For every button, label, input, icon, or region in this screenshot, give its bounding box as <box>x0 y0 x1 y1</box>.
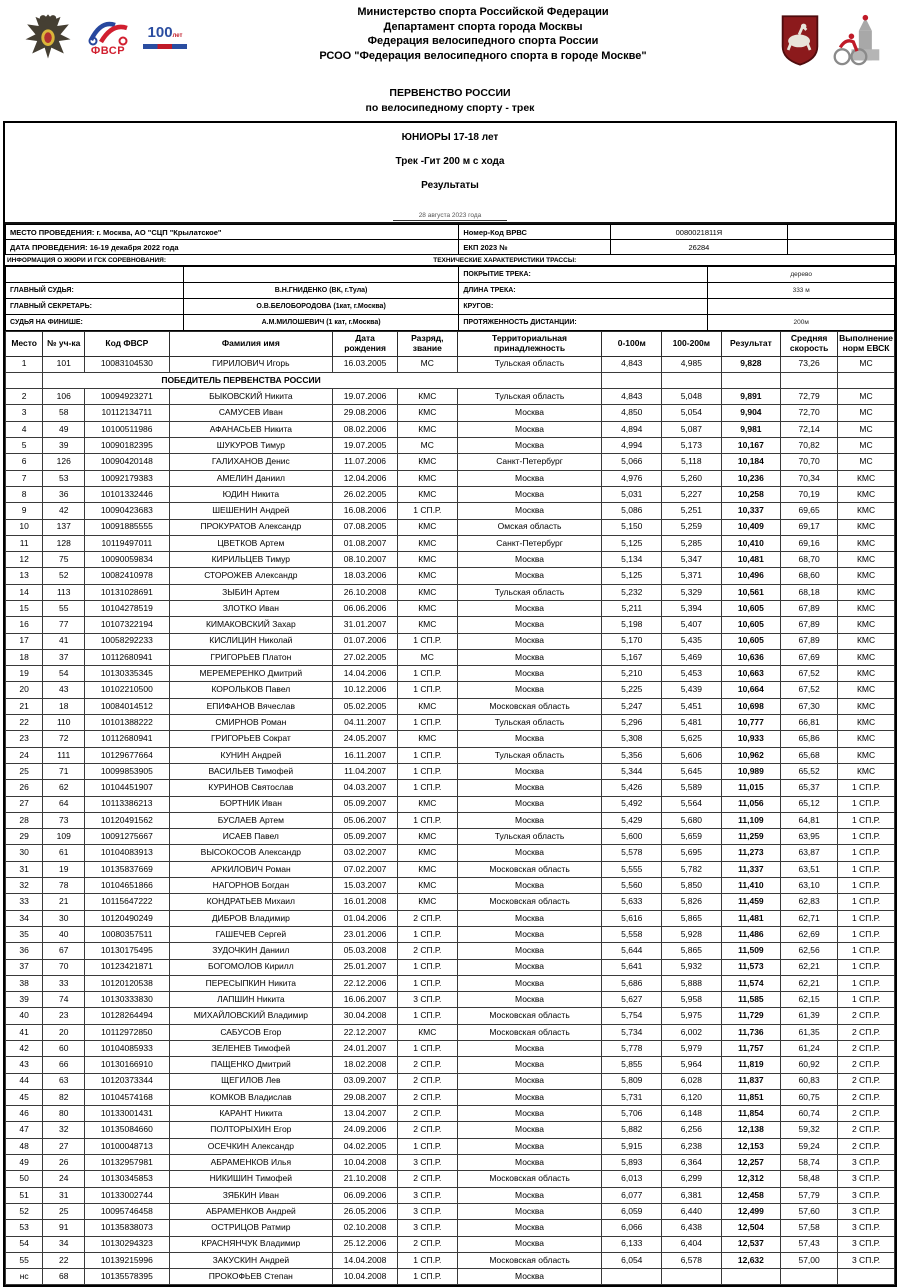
track-surface-label: ПОКРЫТИЕ ТРЕКА: <box>459 267 708 283</box>
discipline: Трек -Гит 200 м с хода <box>395 156 505 167</box>
chief-secretary-value: О.В.БЕЛОБОРОДОВА (1кат, г.Москва) <box>183 299 459 315</box>
table-row: 23 72 10112680941 ГРИГОРЬЕВ Сократ 24.05.2007 КМС Москва 5,308 5,625 10,933 65,86 КМС <box>6 731 895 747</box>
track-section-header: ТЕХНИЧЕСКИЕ ХАРАКТЕРИСТИКИ ТРАССЫ: <box>433 256 577 264</box>
table-row: 30 61 10104083913 ВЫСОКОСОВ Александр 03.02.2007 КМС Москва 5,578 5,695 11,273 63,87 1 СП.Р. <box>6 845 895 861</box>
table-row: 49 26 10132957981 АБРАМЕНКОВ Илья 10.04.2008 3 СП.Р. Москва 5,893 6,364 12,257 58,74 3 СП.Р. <box>6 1155 895 1171</box>
col-bib: № уч-ка <box>43 332 85 357</box>
ekp-code: 26284 <box>610 240 788 255</box>
table-row: 24 111 10129677664 КУНИН Андрей 16.11.2007 1 СП.Р. Тульская область 5,356 5,606 10,962 65,68 КМС <box>6 747 895 763</box>
table-row: 54 34 10130294323 КРАСНЯНЧУК Владимир 25.12.2006 2 СП.Р. Москва 6,133 6,404 12,537 57,43 3 СП.Р. <box>6 1236 895 1252</box>
age-category: ЮНИОРЫ 17-18 лет <box>401 132 499 143</box>
table-row: 34 30 10120490249 ДИБРОВ Владимир 01.04.2006 2 СП.Р. Москва 5,616 5,865 11,481 62,71 1 СП.Р. <box>6 910 895 926</box>
table-row: 2 106 10094923271 БЫКОВСКИЙ Никита 19.07.2006 КМС Тульская область 4,843 5,048 9,891 72,79 МС <box>6 389 895 405</box>
col-0-100: 0-100м <box>602 332 662 357</box>
org-line: Министерство спорта Российской Федерации <box>357 6 609 18</box>
table-row: 16 77 10107322194 КИМАКОВСКИЙ Захар 31.01.2007 КМС Москва 5,198 5,407 10,605 67,89 КМС <box>6 617 895 633</box>
date-cell <box>6 240 459 255</box>
table-row: 12 75 10090059834 КИРИЛЬЦЕВ Тимур 08.10.2007 КМС Москва 5,134 5,347 10,481 68,70 КМС <box>6 552 895 568</box>
table-row: 27 64 10113386213 БОРТНИК Иван 05.09.2007 КМС Москва 5,492 5,564 11,056 65,12 1 СП.Р. <box>6 796 895 812</box>
table-row: 15 55 10104278519 ЗЛОТКО Иван 06.06.2006 КМС Москва 5,211 5,394 10,605 67,89 КМС <box>6 600 895 616</box>
col-fvsr-code: Код ФВСР <box>85 332 169 357</box>
table-row: 38 33 10120120538 ПЕРЕСЫПКИН Никита 22.12.2006 1 СП.Р. Москва 5,686 5,888 11,574 62,21 1 СП.Р. <box>6 975 895 991</box>
table-row: 37 70 10123421871 БОГОМОЛОВ Кирилл 25.01.2007 1 СП.Р. Москва 5,641 5,932 11,573 62,21 1 СП.Р. <box>6 959 895 975</box>
100-years-logo <box>143 24 187 49</box>
table-row: 45 82 10104574168 КОМКОВ Владислав 29.08.2007 2 СП.Р. Москва 5,731 6,120 11,851 60,75 2 СП.Р. <box>6 1089 895 1105</box>
chief-judge-label: ГЛАВНЫЙ СУДЬЯ: <box>6 283 184 299</box>
right-logo-group <box>779 0 897 68</box>
col-place: Место <box>6 332 43 357</box>
table-row: 5 39 10090182395 ШУКУРОВ Тимур 19.07.2005 МС Москва 4,994 5,173 10,167 70,82 МС <box>6 438 895 454</box>
table-row: 11 128 10119497011 ЦВЕТКОВ Артем 01.08.2007 КМС Санкт-Петербург 5,125 5,285 10,410 69,16 КМС <box>6 535 895 551</box>
org-line: Федерация велосипедного спорта России <box>367 35 599 47</box>
distance-value: 200м <box>708 315 895 331</box>
track-length-value: 333 м <box>708 283 895 299</box>
event-meta-table <box>5 224 895 255</box>
col-100-200: 100-200м <box>662 332 722 357</box>
table-row: 13 52 10082410978 СТОРОЖЕВ Александр 18.03.2006 КМС Москва 5,125 5,371 10,496 68,60 КМС <box>6 568 895 584</box>
table-row: 26 62 10104451907 КУРИНОВ Святослав 04.03.2007 1 СП.Р. Москва 5,426 5,589 11,015 65,37 1 СП.Р. <box>6 780 895 796</box>
vrvs-code: 0080021811Я <box>610 225 788 240</box>
table-row: 14 113 10131028691 ЗЫБИН Артем 26.10.2008 КМС Тульская область 5,232 5,329 10,561 68,18 КМС <box>6 584 895 600</box>
table-row: 18 37 10112680941 ГРИГОРЬЕВ Платон 27.02.2005 МС Москва 5,167 5,469 10,636 67,69 КМС <box>6 649 895 665</box>
table-row: нс 68 10135578395 ПРОКОФЬЕВ Степан 10.04.2008 1 СП.Р. Москва <box>6 1269 895 1285</box>
protocol-date-row <box>5 204 895 224</box>
venue-cell <box>6 225 459 240</box>
protocol-date: 28 августа 2023 года <box>393 212 508 221</box>
moscow-coat-of-arms-icon <box>779 13 821 67</box>
100-years-ribbon <box>143 44 187 49</box>
moscow-cycling-federation-logo <box>831 12 883 68</box>
table-row: 44 63 10120373344 ЩЕГИЛОВ Лев 03.09.2007 2 СП.Р. Москва 5,809 6,028 11,837 60,83 2 СП.Р. <box>6 1073 895 1089</box>
event-block <box>5 123 895 191</box>
table-row: 6 126 10090420148 ГАЛИХАНОВ Денис 11.07.2006 КМС Санкт-Петербург 5,066 5,118 10,184 70,70 МС <box>6 454 895 470</box>
table-row: 53 91 10135838073 ОСТРИЦОВ Ратмир 02.10.2008 3 СП.Р. Москва 6,066 6,438 12,504 57,58 3 СП.Р. <box>6 1220 895 1236</box>
table-row: 52 25 10095746458 АБРАМЕНКОВ Андрей 26.05.2006 3 СП.Р. Москва 6,059 6,440 12,499 57,60 3 СП.Р. <box>6 1203 895 1219</box>
col-rank: Разряд, звание <box>398 332 458 357</box>
table-row: 42 60 10104085933 ЗЕЛЕНЕВ Тимофей 24.01.2007 1 СП.Р. Москва 5,778 5,979 11,757 61,24 2 СП.Р. <box>6 1041 895 1057</box>
table-row: 10 137 10091885555 ПРОКУРАТОВ Александр 07.08.2005 КМС Омская область 5,150 5,259 10,409 69,17 КМС <box>6 519 895 535</box>
table-row: 20 43 10102210500 КОРОЛЬКОВ Павел 10.12.2006 1 СП.Р. Москва 5,225 5,439 10,664 67,52 КМС <box>6 682 895 698</box>
laps-value <box>708 299 895 315</box>
ekp-label: ЕКП 2023 № <box>459 240 610 255</box>
table-row: 47 32 10135084660 ПОЛТОРЫХИН Егор 24.09.2006 2 СП.Р. Москва 5,882 6,256 12,138 59,32 2 СП.Р. <box>6 1122 895 1138</box>
fvsr-logo <box>85 16 131 56</box>
results-box <box>3 121 897 1287</box>
table-row: 51 31 10133002744 ЗЯБКИН Иван 06.09.2006 3 СП.Р. Москва 6,077 6,381 12,458 57,79 3 СП.Р. <box>6 1187 895 1203</box>
finish-judge-label: СУДЬЯ НА ФИНИШЕ: <box>6 315 184 331</box>
results-table-body <box>6 356 895 1285</box>
col-avg-speed: Средняя скорость <box>781 332 838 357</box>
track-length-label: ДЛИНА ТРЕКА: <box>459 283 708 299</box>
left-logo-group <box>3 0 187 64</box>
table-row: 32 78 10104651866 НАГОРНОВ Богдан 15.03.2007 КМС Москва 5,560 5,850 11,410 63,10 1 СП.Р. <box>6 878 895 894</box>
track-surface-value: дерево <box>708 267 895 283</box>
title-line-2: по велосипедному спорту - трек <box>365 102 535 114</box>
table-row: 55 22 10139215996 ЗАКУСКИН Андрей 14.04.2008 1 СП.Р. Московская область 6,054 6,578 12,632 57,00 3 СП.Р. <box>6 1252 895 1268</box>
jury-section-header: ИНФОРМАЦИЯ О ЖЮРИ И ГСК СОРЕВНОВАНИЯ: <box>7 256 166 264</box>
venue-value: г. Москва, АО "СЦП "Крылатское" <box>96 227 222 237</box>
table-row: 28 73 10120491562 БУСЛАЕВ Артем 05.06.2007 1 СП.Р. Москва 5,429 5,680 11,109 64,81 1 СП.Р. <box>6 812 895 828</box>
table-row: 35 40 10080357511 ГАШЕЧЕВ Сергей 23.01.2006 1 СП.Р. Москва 5,558 5,928 11,486 62,69 1 СП.Р. <box>6 926 895 942</box>
table-row: 40 23 10128264494 МИХАЙЛОВСКИЙ Владимир 30.04.2008 1 СП.Р. Московская область 5,754 5,975 11,729 61,39 2 СП.Р. <box>6 1008 895 1024</box>
laps-label: КРУГОВ: <box>459 299 708 315</box>
table-row: 3 58 10112134711 САМУСЕВ Иван 29.08.2006 КМС Москва 4,850 5,054 9,904 72,70 МС <box>6 405 895 421</box>
org-line: Департамент спорта города Москвы <box>383 20 583 33</box>
100-years-sub: лет <box>172 32 183 39</box>
table-row: 22 110 10101388222 СМИРНОВ Роман 04.11.2007 1 СП.Р. Тульская область 5,296 5,481 10,777 66,81 КМС <box>6 715 895 731</box>
table-row: 48 27 10100048713 ОСЕЧКИН Александр 04.02.2005 1 СП.Р. Москва 5,915 6,238 12,153 59,24 2 СП.Р. <box>6 1138 895 1154</box>
section-headers <box>5 255 895 266</box>
date-label: ДАТА ПРОВЕДЕНИЯ: <box>10 242 88 252</box>
table-row: 39 74 10130333830 ЛАПШИН Никита 16.06.2007 3 СП.Р. Москва 5,627 5,958 11,585 62,15 1 СП.Р. <box>6 992 895 1008</box>
100-years-number: 100 <box>147 23 173 41</box>
table-row: 46 80 10133001431 КАРАНТ Никита 13.04.2007 2 СП.Р. Москва 5,706 6,148 11,854 60,74 2 СП.Р. <box>6 1106 895 1122</box>
table-row: 21 18 10084014512 ЕПИФАНОВ Вячеслав 05.02.2005 КМС Московская область 5,247 5,451 10,698 67,30 КМС <box>6 698 895 714</box>
title-line-1: ПЕРВЕНСТВО РОССИИ <box>389 87 511 99</box>
finish-judge-value: А.М.МИЛОШЕВИЧ (1 кат, г.Москва) <box>183 315 459 331</box>
table-row: 9 42 10090423683 ШЕШЕНИН Андрей 16.08.2006 1 СП.Р. Москва 5,086 5,251 10,337 69,65 КМС <box>6 503 895 519</box>
table-row: 4 49 10100511986 АФАНАСЬЕВ Никита 08.02.2006 КМС Москва 4,894 5,087 9,981 72,14 МС <box>6 421 895 437</box>
col-evsk-norm: Выполнение норм ЕВСК <box>838 332 895 357</box>
fvsr-logo-text: ФВСР <box>90 45 126 57</box>
table-row: 1 101 10083104530 ГИРИЛОВИЧ Игорь 16.03.2005 МС Тульская область 4,843 4,985 9,828 73,26 МС <box>6 356 895 372</box>
col-region: Территориальная принадлежность <box>457 332 602 357</box>
table-row: 41 20 10112972850 САБУСОВ Егор 22.12.2007 КМС Московская область 5,734 6,002 11,736 61,35 2 СП.Р. <box>6 1024 895 1040</box>
results-table-header <box>6 332 895 357</box>
table-row: 8 36 10101332446 ЮДИН Никита 26.02.2005 КМС Москва 5,031 5,227 10,258 70,19 КМС <box>6 486 895 502</box>
table-row: 36 67 10130175495 ЗУДОЧКИН Даниил 05.03.2008 2 СП.Р. Москва 5,644 5,865 11,509 62,56 1 СП.Р. <box>6 943 895 959</box>
table-row: 25 71 10099853905 ВАСИЛЬЕВ Тимофей 11.04.2007 1 СП.Р. Москва 5,344 5,645 10,989 65,52 КМС <box>6 763 895 779</box>
venue-label: МЕСТО ПРОВЕДЕНИЯ: <box>10 227 95 237</box>
col-result: Результат <box>721 332 781 357</box>
russia-coat-of-arms-icon <box>23 8 73 64</box>
competition-title <box>3 86 897 116</box>
table-row: 43 66 10130166910 ПАЩЕНКО Дмитрий 18.02.2008 2 СП.Р. Москва 5,855 5,964 11,819 60,92 2 СП.Р. <box>6 1057 895 1073</box>
vrvs-label: Номер-Код ВРВС <box>459 225 610 240</box>
table-row: 33 21 10115647222 КОНДРАТЬЕВ Михаил 16.01.2008 КМС Московская область 5,633 5,826 11,459 62,83 1 СП.Р. <box>6 894 895 910</box>
col-name: Фамилия имя <box>169 332 333 357</box>
results-table <box>5 331 895 1285</box>
chief-secretary-label: ГЛАВНЫЙ СЕКРЕТАРЬ: <box>6 299 184 315</box>
winner-note: ПОБЕДИТЕЛЬ ПЕРВЕНСТВА РОССИИ <box>43 372 602 388</box>
table-row: 29 109 10091275667 ИСАЕВ Павел 05.09.2007 КМС Тульская область 5,600 5,659 11,259 63,95 1 СП.Р. <box>6 829 895 845</box>
distance-label: ПРОТЯЖЕННОСТЬ ДИСТАНЦИИ: <box>459 315 708 331</box>
results-label: Результаты <box>421 180 479 191</box>
table-row: 31 19 10135837669 АРКИЛОВИЧ Роман 07.02.2007 КМС Московская область 5,555 5,782 11,337 63,51 1 СП.Р. <box>6 861 895 877</box>
winner-note-row <box>6 372 895 388</box>
col-birthdate: Дата рождения <box>333 332 398 357</box>
table-row: 19 54 10130335345 МЕРЕМЕРЕНКО Дмитрий 14.04.2006 1 СП.Р. Москва 5,210 5,453 10,663 67,52 КМС <box>6 666 895 682</box>
org-line: РСОО "Федерация велосипедного спорта в городе Москве" <box>319 49 647 62</box>
date-value: 16-19 декабря 2022 года <box>89 242 179 252</box>
table-row: 7 53 10092179383 АМЕЛИН Даниил 12.04.2006 КМС Москва 4,976 5,260 10,236 70,34 КМС <box>6 470 895 486</box>
document-header <box>3 0 897 80</box>
organization-lines <box>187 0 779 63</box>
table-row: 17 41 10058292233 КИСЛИЦИН Николай 01.07.2006 1 СП.Р. Москва 5,170 5,435 10,605 67,89 КМС <box>6 633 895 649</box>
chief-judge-value: В.Н.ГНИДЕНКО (ВК, г.Тула) <box>183 283 459 299</box>
table-row: 50 24 10130345853 НИКИШИН Тимофей 21.10.2008 2 СП.Р. Московская область 6,013 6,299 12,312 58,48 3 СП.Р. <box>6 1171 895 1187</box>
officials-table <box>5 266 895 331</box>
